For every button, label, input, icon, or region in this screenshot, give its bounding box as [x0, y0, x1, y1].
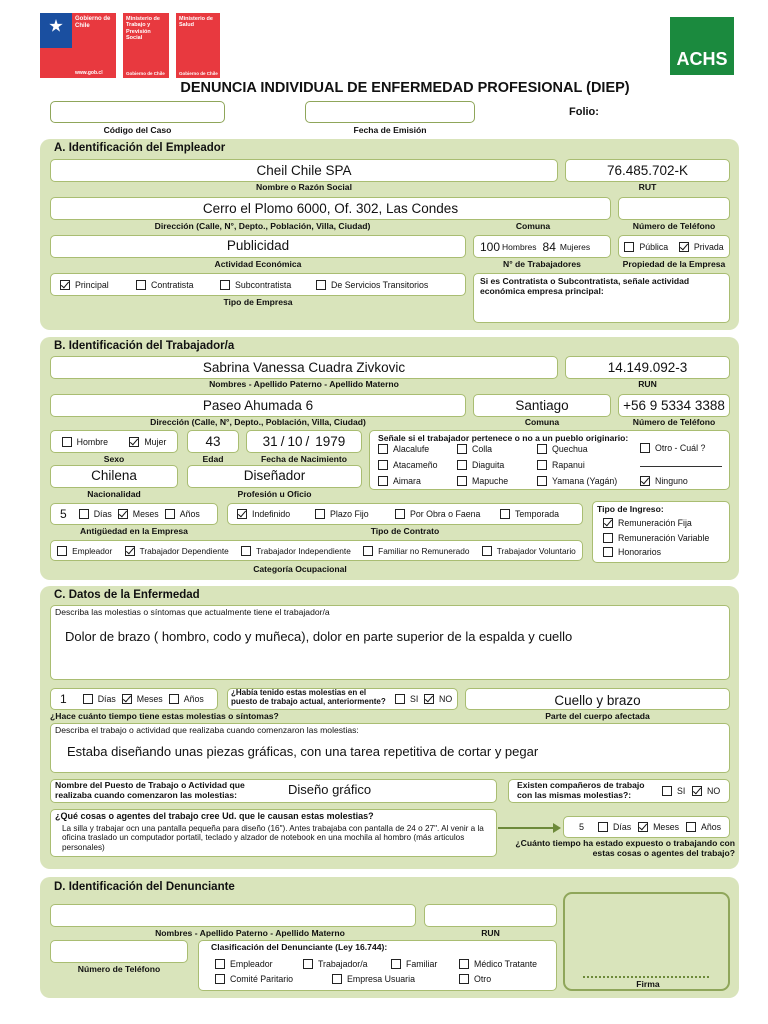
run-trabajador-field[interactable]: 14.149.092-3	[565, 356, 730, 379]
checkbox-icon	[537, 476, 547, 486]
run-denunciante-field[interactable]	[424, 904, 557, 927]
run-denunciante-label: RUN	[481, 928, 500, 938]
mujeres-count[interactable]: 84	[542, 239, 556, 254]
achs-label: ACHS	[676, 49, 728, 69]
transitorios-label: De Servicios Transitorios	[331, 279, 429, 290]
folio-label: Folio:	[569, 106, 599, 118]
checkbox-icon	[363, 546, 373, 556]
comuna-trabajador-field[interactable]: Santiago	[473, 394, 611, 417]
option-meses[interactable]	[118, 509, 159, 519]
section-d-title: D. Identificación del Denunciante	[54, 881, 235, 893]
option-dias[interactable]	[79, 509, 112, 519]
agentes-question: ¿Qué cosas o agentes del trabajo cree Ud. que le causan estas molestias?	[55, 811, 374, 821]
section-b-title: B. Identificación del Trabajador/a	[54, 340, 235, 352]
option-servicios-transitorios[interactable]	[316, 280, 428, 290]
profesion-field[interactable]: Diseñador	[187, 465, 362, 488]
checkbox-icon	[332, 974, 342, 984]
otro-pueblo-label: Otro - Cuál ?	[655, 443, 706, 453]
familiar-label: Familiar	[406, 959, 438, 969]
option-cat-familiar[interactable]	[363, 546, 469, 556]
checkbox-icon	[83, 694, 93, 704]
empleador-label: Empleador	[230, 959, 273, 969]
nombre-denunciante-label: Nombres - Apellido Paterno - Apellido Materno	[155, 928, 345, 938]
checkbox-icon	[537, 444, 547, 454]
ministerio-salud-label: Ministerio de Salud	[179, 16, 213, 29]
parte-cuerpo-label: Parte del cuerpo afectada	[545, 711, 650, 721]
checkbox-icon	[316, 280, 326, 290]
option-empresa-usuaria[interactable]	[332, 974, 415, 984]
yamana-label: Yamana (Yagán)	[552, 476, 618, 486]
checkbox-icon	[215, 959, 225, 969]
option-contratista[interactable]	[136, 280, 220, 290]
antiguedad-value[interactable]: 5	[60, 507, 67, 521]
checkbox-icon	[482, 546, 492, 556]
direccion-empleador-label: Dirección (Calle, N°, Depto., Población, Villa, Ciudad)	[154, 221, 371, 231]
atacameno-label: Atacameño	[393, 460, 438, 470]
trabajadores-label: N° de Trabajadores	[503, 259, 581, 269]
parte-cuerpo-field[interactable]: Cuello y brazo	[465, 688, 730, 710]
arrow-head-icon	[553, 823, 561, 833]
mapuche-label: Mapuche	[472, 476, 509, 486]
checkbox-checked-icon	[237, 509, 247, 519]
fecha-dia: 31	[262, 434, 278, 449]
razon-social-field[interactable]: Cheil Chile SPA	[50, 159, 558, 182]
rut-field[interactable]: 76.485.702-K	[565, 159, 730, 182]
option-cat-voluntario[interactable]	[482, 546, 576, 556]
ministerio-trabajo-logo	[123, 13, 169, 78]
checkbox-checked-icon	[424, 694, 434, 704]
checkbox-icon	[603, 533, 613, 543]
checkbox-icon	[378, 476, 388, 486]
anos-label: Años	[701, 822, 722, 832]
checkbox-icon	[459, 959, 469, 969]
nombre-denunciante-field[interactable]	[50, 904, 416, 927]
option-colla[interactable]	[457, 444, 492, 454]
checkbox-icon	[220, 280, 230, 290]
telefono-trabajador-label: Número de Teléfono	[632, 417, 716, 427]
section-a-title: A. Identificación del Empleador	[54, 142, 226, 154]
telefono-denunciante-label: Número de Teléfono	[77, 964, 161, 974]
checkbox-icon	[457, 444, 467, 454]
tipo-empresa-field	[50, 273, 466, 296]
option-ninguno[interactable]	[640, 476, 688, 486]
option-plazo-fijo[interactable]	[315, 509, 395, 519]
propiedad-label: Propiedad de la Empresa	[622, 259, 726, 269]
rut-label: RUT	[638, 182, 657, 192]
ministerio-salud-logo	[176, 13, 220, 78]
privada-label: Privada	[693, 241, 724, 252]
fecha-ano: 1979	[315, 434, 346, 449]
aimara-label: Aimara	[393, 476, 421, 486]
option-quechua[interactable]	[537, 444, 588, 454]
firma-line	[583, 976, 709, 978]
fecha-nacimiento-field[interactable]	[246, 430, 362, 453]
publica-label: Pública	[639, 241, 669, 252]
obra-label: Por Obra o Faena	[410, 509, 481, 519]
expuesto-field	[563, 816, 730, 838]
option-mapuche[interactable]	[457, 476, 508, 486]
otro-label: Otro	[474, 974, 492, 984]
trabajador-label: Trabajador/a	[318, 959, 368, 969]
checkbox-icon	[57, 546, 67, 556]
checkbox-checked-icon	[60, 280, 70, 290]
fecha-emision-field[interactable]	[305, 101, 475, 123]
fecha-mes: 10	[287, 434, 303, 449]
tiempo-molestias-value[interactable]: 1	[60, 692, 67, 706]
actividad-label: Describa el trabajo o actividad que realizaba cuando comenzaron las molestias:	[55, 725, 359, 735]
achs-logo	[670, 17, 734, 75]
no-label: NO	[707, 786, 721, 796]
option-mujer[interactable]	[129, 437, 166, 447]
option-yamana[interactable]	[537, 476, 617, 486]
checkbox-icon	[315, 509, 325, 519]
checkbox-icon	[457, 476, 467, 486]
checkbox-checked-icon	[122, 694, 132, 704]
profesion-label: Profesión u Oficio	[237, 489, 312, 499]
tiempo-molestias-label: ¿Hace cuánto tiempo tiene estas molestias o síntomas?	[50, 711, 279, 721]
expuesto-value[interactable]: 5	[579, 822, 585, 832]
actividad-value: Estaba diseñando unas piezas gráficas, con una tarea repetitiva de cortar y pegar	[67, 744, 539, 759]
checkbox-checked-icon	[679, 242, 689, 252]
diaguita-label: Diaguita	[472, 460, 505, 470]
nombre-trabajador-field[interactable]: Sabrina Vanessa Cuadra Zivkovic	[50, 356, 558, 379]
run-trabajador-label: RUN	[638, 379, 657, 389]
option-hombre[interactable]	[62, 437, 108, 447]
honorarios-label: Honorarios	[618, 547, 662, 557]
option-obra-faena[interactable]	[395, 509, 500, 519]
pueblo-originario-title: Señale si el trabajador pertenece o no a un pueblo originario:	[378, 433, 629, 443]
actividad-economica-label: Actividad Económica	[214, 259, 302, 269]
checkbox-icon	[169, 694, 179, 704]
checkbox-checked-icon	[692, 786, 702, 796]
puesto-value[interactable]: Diseño gráfico	[288, 782, 372, 797]
checkbox-icon	[303, 959, 313, 969]
tipo-contrato-label: Tipo de Contrato	[370, 526, 440, 536]
telefono-trabajador-field[interactable]: +56 9 5334 3388	[618, 394, 730, 417]
option-temporada[interactable]	[500, 509, 559, 519]
categoria-label: Categoría Ocupacional	[253, 564, 347, 574]
arrow-icon	[498, 827, 556, 829]
puesto-label: Nombre del Puesto de Trabajo o Actividad que realizaba cuando comenzaron las molestias:	[55, 780, 245, 800]
checkbox-icon	[640, 443, 650, 453]
colla-label: Colla	[472, 444, 493, 454]
edad-field[interactable]: 43	[187, 430, 239, 453]
meses-label: Meses	[132, 509, 159, 519]
antiguedad-field	[50, 503, 218, 525]
firma-label: Firma	[636, 979, 660, 989]
principal-label: Principal	[75, 279, 109, 290]
checkbox-icon	[500, 509, 510, 519]
checkbox-icon	[686, 822, 696, 832]
checkbox-icon	[241, 546, 251, 556]
section-c-title: C. Datos de la Enfermedad	[54, 589, 200, 601]
fecha-emision-label: Fecha de Emisión	[353, 125, 427, 135]
antiguedad-label: Antigüedad en la Empresa	[80, 526, 188, 536]
option-publica[interactable]	[624, 242, 668, 252]
ministerio-trabajo-label: Ministerio de Trabajo y Previsión Social	[126, 16, 160, 41]
expuesto-question: ¿Cuánto tiempo ha estado expuesto o trabajando con estas cosas o agentes del trabajo?	[515, 838, 735, 858]
rem-variable-label: Remuneración Variable	[618, 533, 710, 543]
option-principal[interactable]	[60, 280, 136, 290]
option-aimara[interactable]	[378, 476, 421, 486]
option-medico[interactable]	[459, 959, 537, 969]
comuna-trabajador-label: Comuna	[524, 417, 560, 427]
dias-label: Días	[613, 822, 632, 832]
checkbox-icon	[459, 974, 469, 984]
cat-dependiente-label: Trabajador Dependiente	[139, 545, 229, 556]
ministerio-salud-sub: Gobierno de Chile	[179, 70, 218, 76]
checkbox-checked-icon	[603, 518, 613, 528]
cat-empleador-label: Empleador	[72, 545, 113, 556]
meses-label: Meses	[653, 822, 680, 832]
checkbox-checked-icon	[125, 546, 135, 556]
hombre-label: Hombre	[76, 436, 108, 447]
checkbox-icon	[624, 242, 634, 252]
fecha-sep: /	[280, 434, 285, 449]
ministerio-trabajo-sub: Gobierno de Chile	[126, 70, 165, 76]
option-anos[interactable]	[686, 822, 721, 832]
cat-familiar-label: Familiar no Remunerado	[378, 545, 470, 556]
usuaria-label: Empresa Usuaria	[347, 974, 415, 984]
anos-label: Años	[183, 694, 204, 704]
si-label: SI	[410, 694, 419, 704]
dias-label: Días	[93, 509, 112, 519]
checkbox-icon	[603, 547, 613, 557]
actividad-economica-field[interactable]: Publicidad	[50, 235, 466, 258]
rem-fija-label: Remuneración Fija	[618, 518, 692, 528]
si-label: SI	[677, 786, 686, 796]
direccion-trabajador-label: Dirección (Calle, N°, Depto., Población, Villa, Ciudad)	[150, 417, 366, 427]
subcontratista-label: Subcontratista	[235, 279, 292, 290]
option-rapanui[interactable]	[537, 460, 585, 470]
checkbox-icon	[165, 509, 175, 519]
gov-chile-label: Gobierno de Chile	[75, 16, 111, 30]
mujer-label: Mujer	[144, 436, 167, 447]
ninguno-label: Ninguno	[655, 476, 688, 486]
telefono-empleador-label: Número de Teléfono	[632, 221, 716, 231]
option-rem-fija[interactable]	[603, 518, 692, 528]
option-trabajador[interactable]	[303, 959, 368, 969]
cat-voluntario-label: Trabajador Voluntario	[496, 545, 576, 556]
meses-label: Meses	[136, 694, 163, 704]
option-honorarios[interactable]	[603, 547, 661, 557]
razon-social-label: Nombre o Razón Social	[256, 182, 352, 192]
gov-site-label: www.gob.cl	[75, 70, 103, 76]
option-previas-no[interactable]	[424, 694, 452, 704]
contratista-note: Si es Contratista o Subcontratista, señale actividad económica empresa principal:	[480, 276, 690, 297]
comite-label: Comité Paritario	[230, 974, 294, 984]
checkbox-icon	[378, 460, 388, 470]
otro-pueblo-line[interactable]	[640, 466, 722, 467]
plazo-label: Plazo Fijo	[330, 509, 369, 519]
rapanui-label: Rapanui	[552, 460, 585, 470]
option-cat-dependiente[interactable]	[125, 546, 229, 556]
checkbox-icon	[598, 822, 608, 832]
option-subcontratista[interactable]	[220, 280, 316, 290]
molestias-previas-question: ¿Había tenido estas molestias en el puesto de trabajo actual, anteriormente?	[231, 688, 386, 706]
telefono-denunciante-field[interactable]	[50, 940, 188, 963]
checkbox-icon	[215, 974, 225, 984]
option-meses[interactable]	[122, 694, 163, 704]
checkbox-icon	[391, 959, 401, 969]
hombres-count[interactable]: 100	[480, 239, 501, 254]
option-indefinido[interactable]	[237, 509, 315, 519]
nacionalidad-field[interactable]: Chilena	[50, 465, 178, 488]
checkbox-checked-icon	[640, 476, 650, 486]
option-otro[interactable]	[459, 974, 491, 984]
edad-label: Edad	[202, 454, 224, 464]
dias-label: Días	[97, 694, 116, 704]
codigo-caso-field[interactable]	[50, 101, 225, 123]
telefono-empleador-field[interactable]	[618, 197, 730, 220]
trabajadores-field	[473, 235, 611, 258]
option-otro-pueblo[interactable]	[640, 443, 705, 453]
checkbox-checked-icon	[638, 822, 648, 832]
molestias-label: Describa las molestias o síntomas que actualmente tiene el trabajador/a	[55, 607, 330, 617]
cat-independiente-label: Trabajador Independiente	[256, 545, 351, 556]
temporada-label: Temporada	[515, 509, 560, 519]
clasificacion-title: Clasificación del Denunciante (Ley 16.744):	[211, 942, 388, 952]
option-previas-si[interactable]	[395, 694, 418, 704]
fecha-sep: /	[305, 434, 310, 449]
tiempo-molestias-field	[50, 688, 218, 710]
checkbox-icon	[378, 444, 388, 454]
direccion-trabajador-field[interactable]: Paseo Ahumada 6	[50, 394, 466, 417]
sexo-field	[50, 430, 178, 453]
option-cat-independiente[interactable]	[241, 546, 351, 556]
hombres-label: Hombres	[502, 241, 537, 252]
option-companeros-si[interactable]	[662, 786, 685, 796]
categoria-field	[50, 540, 583, 561]
tipo-contrato-field	[227, 503, 583, 525]
option-anos[interactable]	[169, 694, 204, 704]
codigo-caso-label: Código del Caso	[103, 125, 172, 135]
option-privada[interactable]	[679, 242, 724, 252]
mujeres-label: Mujeres	[559, 241, 591, 252]
tipo-ingreso-title: Tipo de Ingreso:	[597, 504, 664, 514]
option-comite[interactable]	[215, 974, 293, 984]
option-dias[interactable]	[83, 694, 116, 704]
tipo-empresa-label: Tipo de Empresa	[223, 297, 293, 307]
checkbox-icon	[395, 509, 405, 519]
quechua-label: Quechua	[552, 444, 588, 454]
checkbox-checked-icon	[118, 509, 128, 519]
option-familiar[interactable]	[391, 959, 437, 969]
option-meses[interactable]	[638, 822, 679, 832]
checkbox-icon	[395, 694, 405, 704]
companeros-question: Existen compañeros de trabajo con las mismas molestias?:	[517, 780, 645, 800]
checkbox-icon	[457, 460, 467, 470]
propiedad-field	[618, 235, 730, 258]
agentes-value: La silla y trabajar ocn una pantalla pequeña para diseño (16"). Antes trabajaba con pantalla de 24 o 27". Al venir a la oficina traslado un computador portatil, teclado y alzador de notebook en una mochila al hombro (más articulos personales)	[62, 824, 484, 852]
molestias-value: Dolor de brazo ( hombro, codo y muñeca), dolor en parte superior de la espalda y cuello	[65, 629, 573, 644]
checkbox-icon	[79, 509, 89, 519]
sexo-label: Sexo	[103, 454, 125, 464]
option-companeros-no[interactable]	[692, 786, 720, 796]
anos-label: Años	[179, 509, 200, 519]
checkbox-checked-icon	[129, 437, 139, 447]
checkbox-icon	[62, 437, 72, 447]
comuna-empleador-label: Comuna	[515, 221, 551, 231]
alacalufe-label: Alacalufe	[393, 444, 430, 454]
option-rem-variable[interactable]	[603, 533, 709, 543]
medico-label: Médico Tratante	[474, 959, 538, 969]
no-label: NO	[439, 694, 453, 704]
indefinido-label: Indefinido	[252, 509, 291, 519]
option-dias[interactable]	[598, 822, 631, 832]
fecha-nacimiento-label: Fecha de Nacimiento	[261, 454, 347, 464]
option-diaguita[interactable]	[457, 460, 504, 470]
nombre-trabajador-label: Nombres - Apellido Paterno - Apellido Materno	[209, 379, 399, 389]
gov-chile-logo	[40, 13, 116, 78]
option-anos[interactable]	[165, 509, 200, 519]
contratista-label: Contratista	[151, 279, 194, 290]
checkbox-icon	[662, 786, 672, 796]
checkbox-icon	[136, 280, 146, 290]
direccion-empleador-field[interactable]: Cerro el Plomo 6000, Of. 302, Las Condes	[50, 197, 611, 220]
option-empleador[interactable]	[215, 959, 273, 969]
form-title: DENUNCIA INDIVIDUAL DE ENFERMEDAD PROFESIONAL (DIEP)	[180, 80, 630, 96]
nacionalidad-label: Nacionalidad	[87, 489, 141, 499]
option-atacameno[interactable]	[378, 460, 438, 470]
checkbox-icon	[537, 460, 547, 470]
option-cat-empleador[interactable]	[57, 546, 112, 556]
option-alacalufe[interactable]	[378, 444, 429, 454]
